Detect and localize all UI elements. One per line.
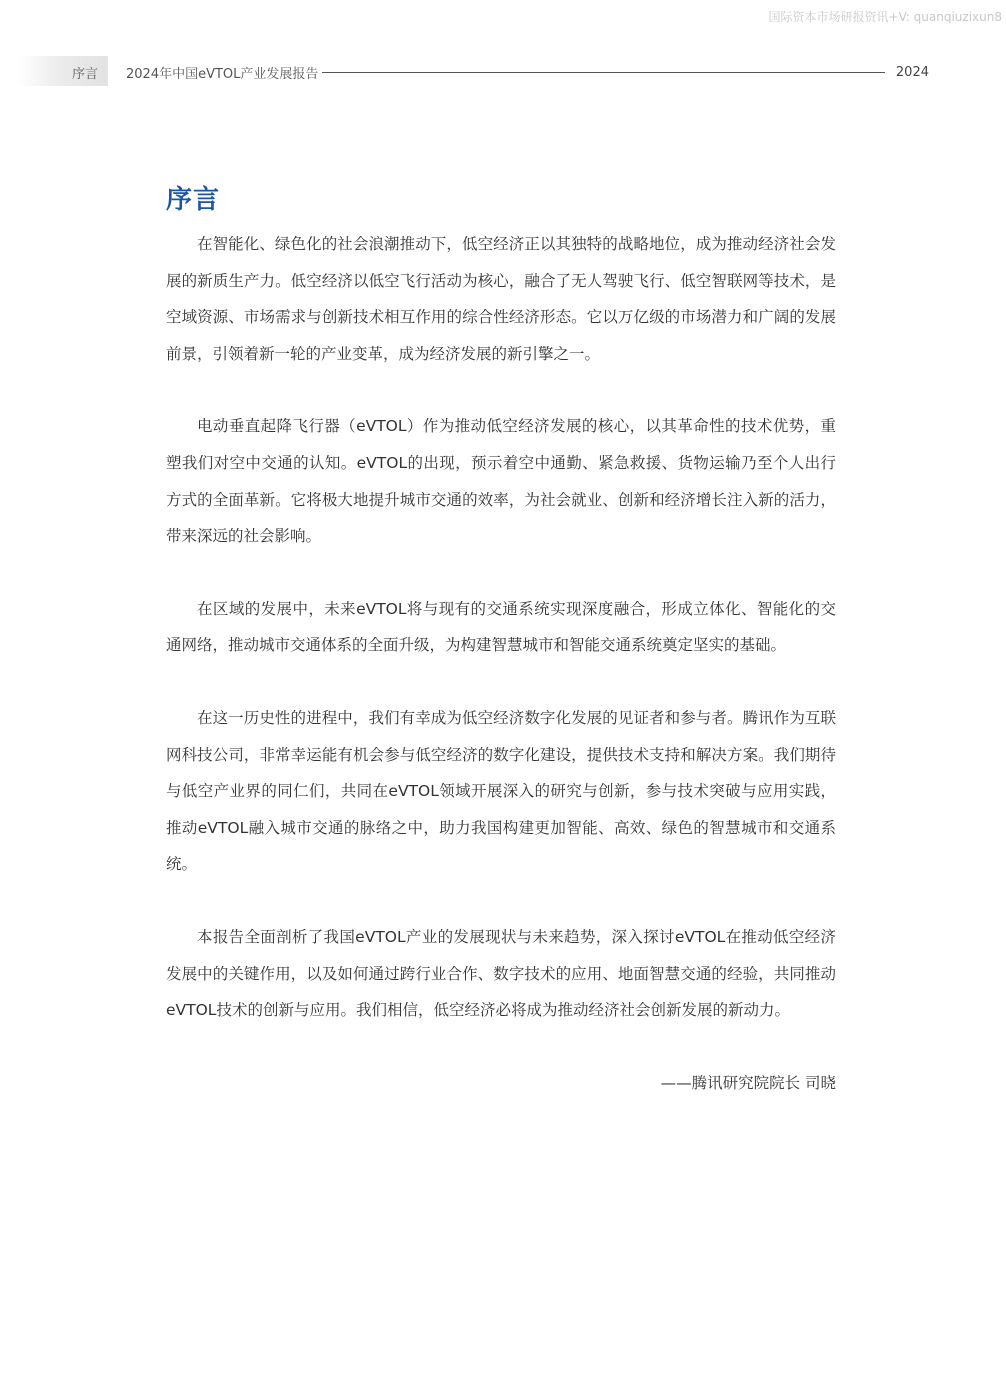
page-header [0,56,1006,88]
paragraph-2: 电动垂直起降飞行器（eVTOL）作为推动低空经济发展的核心，以其革命性的技术优势，重塑我们对空中交通的认知。eVTOL的出现，预示着空中通勤、紧急救援、货物运输乃至个人出行方式的全面革新。它将极大地提升城市交通的效率，为社会就业、创新和经济增长注入新的活力，带来深远的社会影响。 [166,417,836,546]
section-tab [18,56,108,86]
paragraph-3: 在区域的发展中，未来eVTOL将与现有的交通系统实现深度融合，形成立体化、智能化的交通网络，推动城市交通体系的全面升级，为构建智慧城市和智能交通系统奠定坚实的基础。 [166,599,836,655]
paragraph-5: 本报告全面剖析了我国eVTOL产业的发展现状与未来趋势，深入探讨eVTOL在推动低空经济发展中的关键作用，以及如何通过跨行业合作、数字技术的应用、地面智慧交通的经验，共同推动eVTOL技术的创新与应用。我们相信，低空经济必将成为推动经济社会创新发展的新动力。 [166,927,836,1020]
main-content [166,180,836,1101]
signature: ——腾讯研究院院长 司晓 [660,1073,836,1092]
report-title: 2024年中国eVTOL产业发展报告 [126,67,319,82]
page-title: 序言 [166,185,221,215]
paragraph-4: 在这一历史性的进程中，我们有幸成为低空经济数字化发展的见证者和参与者。腾讯作为互联网科技公司，非常幸运能有机会参与低空经济的数字化建设，提供技术支持和解决方案。我们期待与低空产业界的同仁们，共同在eVTOL领域开展深入的研究与创新，参与技术突破与应用实践，推动eVTOL融入城市交通的脉络之中，助力我国构建更加智能、高效、绿色的智慧城市和交通系统。 [166,708,836,874]
paragraph-1: 在智能化、绿色化的社会浪潮推动下，低空经济正以其独特的战略地位，成为推动经济社会发展的新质生产力。低空经济以低空飞行活动为核心，融合了无人驾驶飞行、低空智联网等技术，是空域资源、市场需求与创新技术相互作用的综合性经济形态。它以万亿级的市场潜力和广阔的发展前景，引领着新一轮的产业变革，成为经济发展的新引擎之一。 [166,235,836,363]
report-year: 2024 [895,65,929,80]
watermark-text: 国际资本市场研报资讯+V: quanqiuzixun8 [768,10,1002,24]
section-label: 序言 [71,67,98,82]
header-divider [322,72,885,73]
